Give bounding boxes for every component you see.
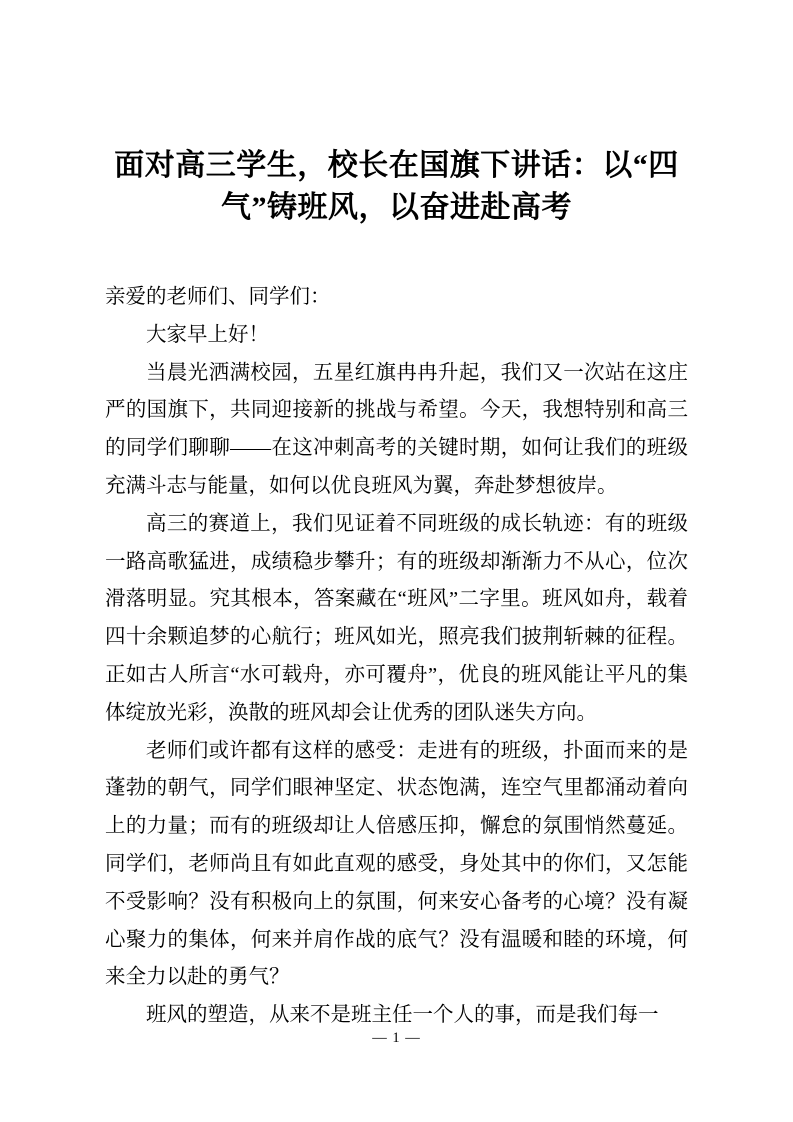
salutation-paragraph: 亲爱的老师们、同学们： [105, 286, 331, 308]
document-body [105, 279, 688, 1035]
body-paragraph: 班风的塑造，从来不是班主任一个人的事，而是我们每一 [146, 1004, 659, 1027]
body-paragraph: 老师们或许都有这样的感受：走进有的班级，扑面而来的是蓬勃的朝气，同学们眼神坚定、状态饱满，连空气里都涌动着向上的力量；而有的班级却让人倍感压抑，懈怠的氛围悄然蔓延。同学们，老师尚且有如此直观的感受，身处其中的你们，又怎能不受影响？没有积极向上的氛围，何来安心备考的心境？没有凝心聚力的集体，何来并肩作战的底气？没有温暖和睦的环境，何来全力以赴的勇气？ [105, 739, 688, 989]
body-paragraph: 高三的赛道上，我们见证着不同班级的成长轨迹：有的班级一路高歌猛进，成绩稳步攀升；有的班级却渐渐力不从心，位次滑落明显。究其根本，答案藏在“班风”二字里。班风如舟，载着四十余颗追梦的心航行；班风如光，照亮我们披荆斩棘的征程。正如古人所言“水可载舟，亦可覆舟”，优良的班风能让平凡的集体绽放光彩，涣散的班风却会让优秀的团队迷失方向。 [105, 512, 688, 724]
page-number: — 1 — [372, 1030, 421, 1046]
body-paragraph: 当晨光洒满校园，五星红旗冉冉升起，我们又一次站在这庄严的国旗下，共同迎接新的挑战与希望。今天，我想特别和高三的同学们聊聊——在这冲刺高考的关键时期，如何让我们的班级充满斗志与能量，如何以优良班风为翼，奔赴梦想彼岸。 [105, 361, 688, 497]
greeting-paragraph: 大家早上好！ [146, 323, 269, 346]
document-title: 面对高三学生，校长在国旗下讲话：以“四气”铸班风，以奋进赴高考 [114, 149, 679, 224]
page-footer [0, 1028, 793, 1048]
